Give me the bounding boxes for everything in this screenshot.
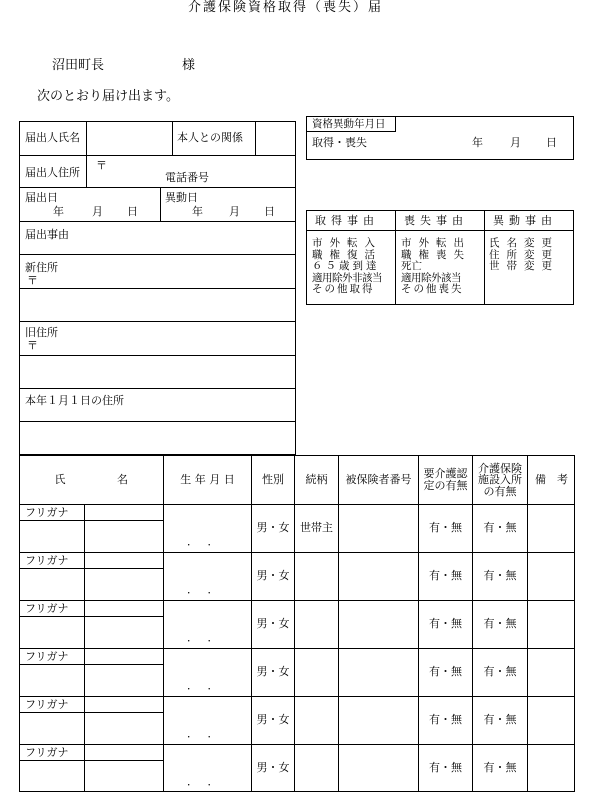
furigana-field[interactable] [85, 745, 163, 759]
header-given-name: 名 [117, 473, 128, 487]
member-name-field[interactable] [20, 521, 163, 551]
qualification-tab-label: 資格異動年月日 [312, 118, 386, 130]
insured-number-field[interactable] [339, 505, 418, 551]
furigana-label: フリガナ [25, 602, 69, 615]
sex-select[interactable]: 男・女 [256, 713, 290, 727]
loss-reason-header: 喪失事由 [404, 214, 468, 227]
reason-option[interactable]: 氏名変更 [489, 237, 559, 249]
header-facility: 介護保険 施設入所 の有無 [478, 461, 522, 498]
care-certification-select[interactable]: 有・無 [429, 713, 462, 727]
facility-select[interactable]: 有・無 [483, 665, 517, 679]
form-title: 介護保険資格取得（喪失）届 [188, 0, 384, 15]
reason-option[interactable]: 適用除外非該当 [312, 271, 382, 284]
relation-field[interactable] [295, 600, 338, 648]
furigana-label: フリガナ [25, 746, 69, 759]
reason-option[interactable]: その他取得 [312, 283, 375, 296]
relation-field[interactable] [295, 552, 338, 600]
care-certification-select[interactable]: 有・無 [429, 521, 462, 535]
remarks-field[interactable] [528, 553, 574, 599]
acquire-reason-header: 取得事由 [315, 214, 379, 227]
birth-date-field[interactable]: ． ． [187, 679, 221, 692]
submit-date-label: 届出日 [25, 191, 58, 204]
furigana-field[interactable] [85, 505, 163, 519]
insured-number-field[interactable] [339, 601, 418, 647]
change-reason-header: 異動事由 [493, 214, 557, 227]
reason-option[interactable]: 職権復活 [312, 248, 382, 261]
facility-select[interactable]: 有・無 [483, 761, 517, 775]
remarks-field[interactable] [528, 697, 574, 743]
reason-option[interactable]: 職権喪失 [401, 248, 471, 261]
furigana-field[interactable] [85, 601, 163, 615]
relation-field[interactable]: 世帯主 [300, 521, 333, 535]
reason-option[interactable]: 死亡 [401, 260, 422, 273]
acquire-reason-list [312, 238, 382, 296]
facility-select[interactable]: 有・無 [483, 713, 517, 727]
reason-option[interactable]: ６５歳到達 [312, 260, 380, 273]
remarks-field[interactable] [528, 505, 574, 551]
care-certification-select[interactable]: 有・無 [429, 665, 462, 679]
furigana-field[interactable] [85, 553, 163, 567]
old-address-label: 旧住所 [25, 326, 58, 339]
change-reason-list [489, 238, 559, 273]
insured-number-field[interactable] [339, 745, 418, 791]
furigana-label: フリガナ [25, 698, 69, 711]
new-address-label: 新住所 [25, 261, 58, 274]
header-birth-date: 生 年 月 日 [180, 473, 235, 487]
reason-option[interactable]: 住所変更 [489, 248, 559, 261]
applicant-address-field[interactable] [87, 156, 295, 186]
member-name-field[interactable] [20, 713, 163, 743]
member-name-field[interactable] [20, 569, 163, 599]
birth-date-field[interactable]: ． ． [187, 775, 221, 788]
facility-select[interactable]: 有・無 [483, 617, 517, 631]
furigana-label: フリガナ [25, 650, 69, 663]
insured-number-field[interactable] [339, 553, 418, 599]
applicant-address-label: 届出人住所 [25, 166, 80, 179]
intro-text: 次のとおり届け出ます。 [37, 89, 179, 104]
furigana-label: フリガナ [25, 554, 69, 567]
insured-number-field[interactable] [339, 697, 418, 743]
header-surname: 氏 [54, 473, 66, 487]
remarks-field[interactable] [528, 601, 574, 647]
jan1-address-label: 本年１月１日の住所 [25, 394, 124, 407]
remarks-field[interactable] [528, 649, 574, 695]
header-insured-number: 被保険者番号 [345, 473, 412, 487]
postal-mark: 〒 [96, 159, 107, 172]
reason-option[interactable]: 市外転出 [401, 237, 471, 249]
header-relation: 続柄 [305, 473, 328, 487]
reason-label: 届出事由 [25, 228, 69, 241]
birth-date-field[interactable]: ． ． [187, 727, 221, 740]
relation-field[interactable] [295, 744, 338, 792]
insured-number-field[interactable] [339, 649, 418, 695]
applicant-name-label: 届出人氏名 [25, 131, 80, 144]
change-date-label: 異動日 [165, 191, 198, 204]
relation-field[interactable] [256, 122, 295, 154]
care-certification-select[interactable]: 有・無 [429, 569, 462, 583]
loss-reason-list [401, 238, 471, 296]
relation-field[interactable] [295, 696, 338, 744]
addressee-name: 沼田町長 [52, 58, 105, 73]
birth-date-field[interactable]: ． ． [187, 631, 221, 644]
phone-label: 電話番号 [165, 171, 209, 184]
reason-option[interactable]: 世帯変更 [489, 260, 559, 273]
relation-field[interactable] [295, 648, 338, 696]
member-name-field[interactable] [20, 665, 163, 695]
relation-label: 本人との関係 [177, 131, 243, 144]
member-name-field[interactable] [20, 761, 163, 791]
furigana-field[interactable] [85, 697, 163, 711]
header-sex: 性別 [262, 473, 284, 487]
reason-option[interactable]: 市外転入 [312, 237, 382, 249]
acquire-loss-label: 取得・喪失 [312, 136, 367, 149]
header-care-certification: 要介護認 定の有無 [423, 467, 468, 492]
reason-option[interactable]: その他喪失 [401, 283, 464, 296]
sex-select[interactable]: 男・女 [256, 569, 290, 583]
remarks-field[interactable] [528, 745, 574, 791]
sex-select[interactable]: 男・女 [256, 665, 290, 679]
birth-date-field[interactable]: ． ． [187, 583, 221, 596]
furigana-field[interactable] [85, 649, 163, 663]
facility-select[interactable]: 有・無 [483, 569, 517, 583]
care-certification-select[interactable]: 有・無 [429, 761, 462, 775]
sex-select[interactable]: 男・女 [256, 521, 290, 535]
header-remarks: 備 考 [535, 473, 568, 487]
care-certification-select[interactable]: 有・無 [429, 617, 462, 631]
sex-select[interactable]: 男・女 [256, 617, 290, 631]
applicant-name-field[interactable] [87, 122, 172, 154]
facility-select[interactable]: 有・無 [483, 521, 517, 535]
furigana-label: フリガナ [25, 506, 69, 519]
birth-date-field[interactable]: ． ． [187, 535, 221, 548]
reason-option[interactable]: 適用除外該当 [401, 271, 461, 284]
member-name-field[interactable] [20, 617, 163, 647]
addressee-honorific: 様 [182, 58, 196, 73]
sex-select[interactable]: 男・女 [256, 761, 290, 775]
